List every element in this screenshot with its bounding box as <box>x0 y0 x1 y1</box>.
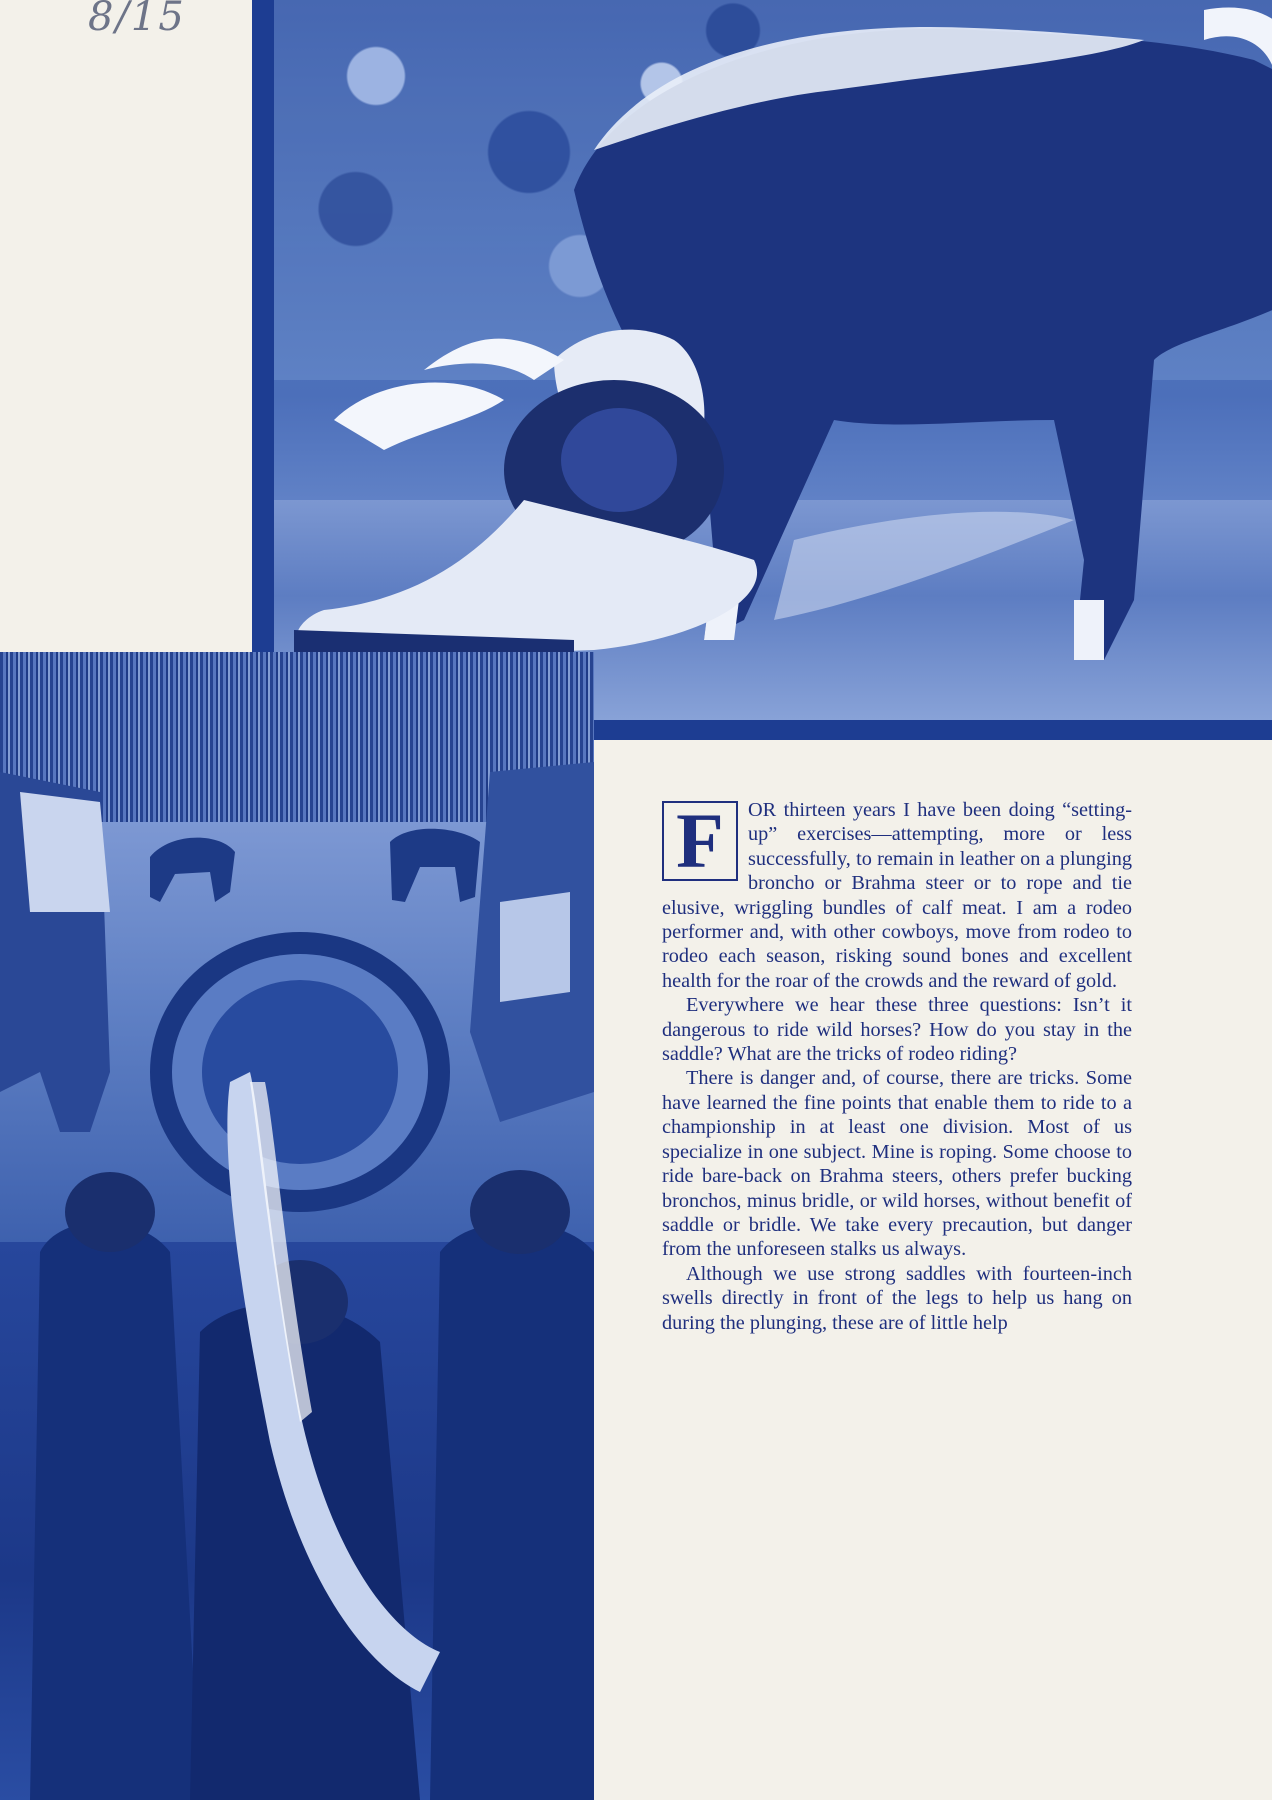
paragraph-text: OR thirteen years I have been doing “setting-up” exercises—attempting, more or less successfully, to remain in leather on a plunging broncho or Brahma steer or to rope and tie elusive, wriggling bundles of calf meat. I am a rodeo performer and, with other cowboys, move from rodeo to rodeo each season, risking sound bones and excellent health for the roar of the crowds and the reward of gold. <box>662 799 1132 992</box>
rodeo-steer-photo <box>252 0 1272 740</box>
band-tuba-photo <box>0 652 594 1800</box>
article-paragraph <box>662 798 1132 993</box>
article-paragraph: Everywhere we hear these three questions: Isn’t it dangerous to ride wild horses? How do you stay in the saddle? What are the tricks of rodeo riding? <box>662 994 1132 1066</box>
steer-illustration <box>274 0 1272 720</box>
drop-cap: F <box>662 801 738 881</box>
article-paragraph: Although we use strong saddles with fourteen-inch swells directly in front of the legs to help us hang on during the plunging, these are of little help <box>662 1262 1132 1334</box>
article-paragraph: There is danger and, of course, there are tricks. Some have learned the fine points that enable them to ride to a championship in at least one division. Most of us specialize in one subject. Mine is roping. Some choose to ride bare-back on Brahma steers, others prefer bucking bronchos, minus bridle, or wild horses, without benefit of saddle or bridle. We take every precaution, but danger from the unforeseen stalks us always. <box>662 1067 1132 1261</box>
article-body <box>662 798 1132 1335</box>
handwritten-page-note: 8/15 <box>88 0 186 40</box>
band-illustration <box>0 652 594 1800</box>
